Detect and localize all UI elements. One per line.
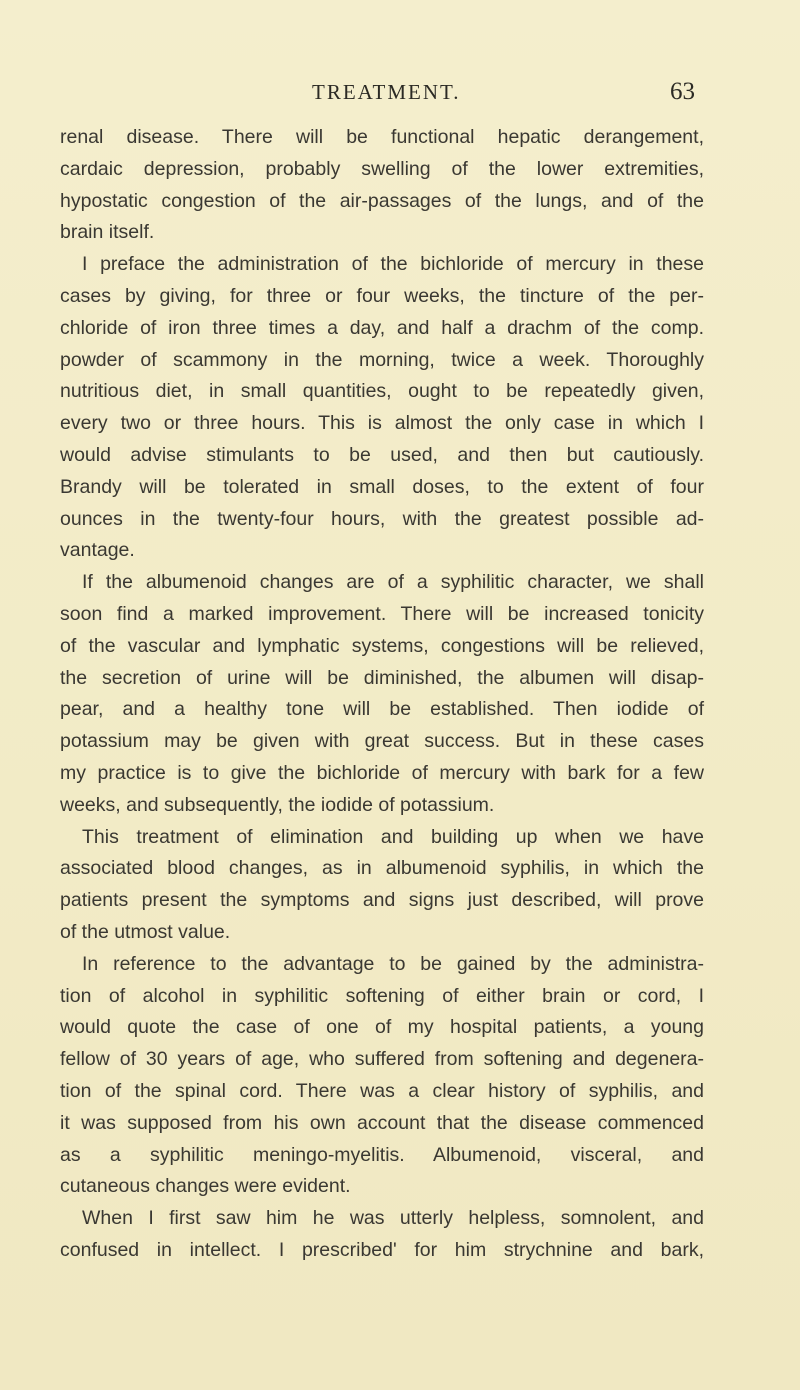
text-line: In reference to the advantage to be gained by the administra- <box>82 952 704 975</box>
text-line: patients present the symptoms and signs just described, will prove <box>60 889 704 912</box>
text-line: would advise stimulants to be used, and then but cautiously. <box>60 443 704 466</box>
text-line: ounces in the twenty-four hours, with the greatest possible ad- <box>60 507 704 530</box>
text-line: vantage. <box>60 539 135 562</box>
text-line: pear, and a healthy tone will be established. Then iodide of <box>60 698 704 721</box>
text-line: associated blood changes, as in albumenoid syphilis, in which the <box>60 857 704 880</box>
text-line: of the vascular and lymphatic systems, congestions will be relieved, <box>60 634 704 657</box>
text-line: soon find a marked improvement. There will be increased tonicity <box>60 602 704 625</box>
text-line: nutritious diet, in small quantities, ought to be repeatedly given, <box>60 380 704 403</box>
body-text <box>60 122 704 1267</box>
text-line: the secretion of urine will be diminished, the albumen will disap- <box>60 666 704 689</box>
text-line: every two or three hours. This is almost the only case in which I <box>60 412 704 435</box>
text-line: cases by giving, for three or four weeks, the tincture of the per- <box>60 284 704 307</box>
text-line: weeks, and subsequently, the iodide of potassium. <box>60 793 495 816</box>
text-line: tion of alcohol in syphilitic softening of either brain or cord, I <box>60 984 704 1007</box>
text-line: would quote the case of one of my hospital patients, a young <box>60 1016 704 1039</box>
text-line: my practice is to give the bichloride of mercury with bark for a few <box>60 761 704 784</box>
chapter-title: TREATMENT. <box>312 80 461 104</box>
text-line: potassium may be given with great success. But in these cases <box>60 730 704 753</box>
text-line: Brandy will be tolerated in small doses, to the extent of four <box>60 475 704 498</box>
text-line: fellow of 30 years of age, who suffered from softening and degenera- <box>60 1048 704 1071</box>
page-number: 63 <box>670 78 695 105</box>
text-line: renal disease. There will be functional hepatic derangement, <box>60 126 704 148</box>
text-line: I preface the administration of the bichloride of mercury in these <box>82 253 704 276</box>
text-line: it was supposed from his own account that the disease commenced <box>60 1111 704 1134</box>
text-line: This treatment of elimination and building up when we have <box>82 825 704 848</box>
text-line: When I first saw him he was utterly helpless, somnolent, and <box>82 1207 704 1230</box>
text-line: as a syphilitic meningo-myelitis. Albumenoid, visceral, and <box>60 1143 704 1166</box>
text-line: hypostatic congestion of the air-passages of the lungs, and of the <box>60 189 704 212</box>
text-line: tion of the spinal cord. There was a clear history of syphilis, and <box>60 1079 704 1102</box>
text-line: chloride of iron three times a day, and half a drachm of the comp. <box>60 316 704 339</box>
text-line: If the albumenoid changes are of a syphilitic character, we shall <box>82 571 704 594</box>
text-line: cardaic depression, probably swelling of the lower extremities, <box>60 157 704 180</box>
text-line: of the utmost value. <box>60 920 231 943</box>
text-line: confused in intellect. I prescribed' for him strychnine and bark, <box>60 1238 704 1261</box>
text-line: cutaneous changes were evident. <box>60 1175 351 1198</box>
text-line: powder of scammony in the morning, twice a week. Thoroughly <box>60 348 704 371</box>
text-line: brain itself. <box>60 221 155 244</box>
